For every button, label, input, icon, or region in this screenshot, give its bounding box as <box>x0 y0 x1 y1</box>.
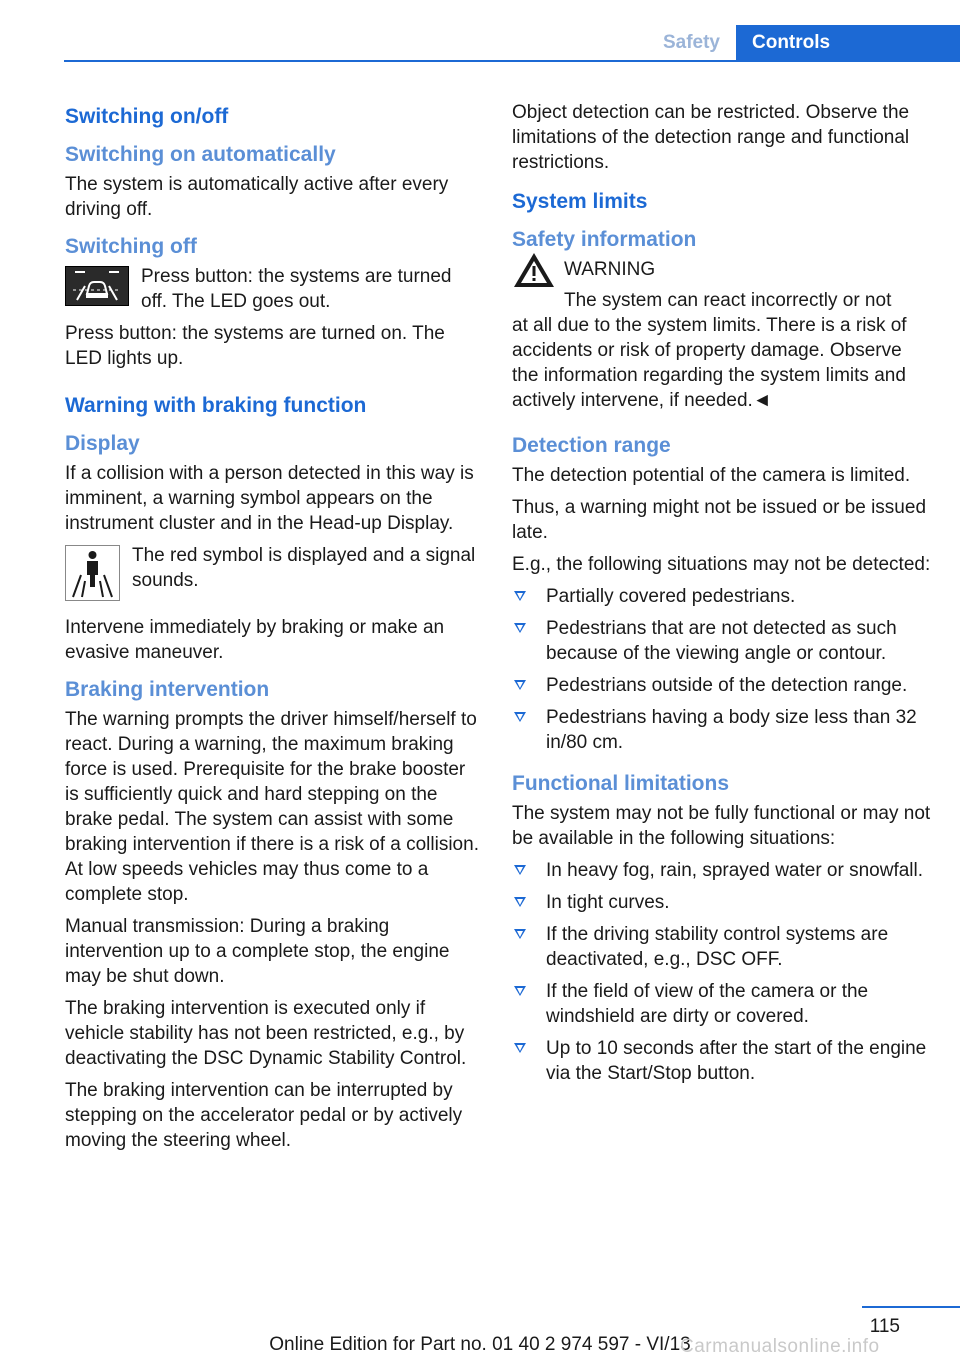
bullet-triangle-icon <box>514 623 526 633</box>
red-symbol-instruction <box>65 543 481 608</box>
heading-warning-braking: Warning with braking function <box>65 394 367 417</box>
tab-controls[interactable]: Controls <box>736 25 960 61</box>
watermark: Carmanualsonline.info <box>680 1336 880 1357</box>
footer-rule <box>862 1306 960 1308</box>
paragraph-detection-2: Thus, a warning might not be issued or be issued late. <box>512 497 927 543</box>
bullet-triangle-icon <box>514 865 526 875</box>
bullet-triangle-icon <box>514 897 526 907</box>
bullet-triangle-icon <box>514 712 526 722</box>
pedestrian-warning-icon <box>65 545 120 608</box>
switch-off-text: Press button: the systems are turned off. The LED goes out. <box>141 266 452 312</box>
warning-text-first-line: The system can react incorrectly or not <box>564 290 892 311</box>
paragraph-braking-4: The braking intervention can be interrupted by stepping on the accelerator pedal or by actively moving the steering wheel. <box>65 1080 463 1151</box>
list-item: If the driving stability control systems are deactivated, e.g., DSC OFF. <box>512 922 932 972</box>
list-item: Pedestrians outside of the detection range. <box>512 673 932 698</box>
page-number: 115 <box>869 1316 900 1337</box>
bullet-triangle-icon <box>514 591 526 601</box>
paragraph-braking-3: The braking intervention is executed only if vehicle stability has not been restricted, e.g., by deactivating the DSC Dynamic Stability Control. <box>65 998 467 1069</box>
heading-display: Display <box>65 432 140 455</box>
list-item: Pedestrians that are not detected as such because of the viewing angle or contour. <box>512 616 932 666</box>
red-symbol-text: The red symbol is displayed and a signal sounds. <box>132 545 476 591</box>
list-item: Up to 10 seconds after the start of the engine via the Start/Stop button. <box>512 1036 932 1086</box>
heading-braking-intervention: Braking intervention <box>65 678 270 701</box>
right-column <box>512 100 932 1093</box>
bullet-triangle-icon <box>514 986 526 996</box>
tab-safety[interactable]: Safety <box>662 32 720 53</box>
paragraph-display: If a collision with a person detected in this way is imminent, a warning symbol appears on the instrument cluster and in the Head-up Display. <box>65 463 474 534</box>
paragraph-functional: The system may not be fully functional or may not be available in the following situations: <box>512 803 931 849</box>
list-item: Partially covered pedestrians. <box>512 584 932 609</box>
warning-text-rest: at all due to the system limits. There is a risk of accidents or risk of property damage. Observe the information regarding the system limits and actively intervene, if needed.◄ <box>512 315 907 411</box>
driver-assist-button-icon <box>65 266 129 313</box>
paragraph-detection-1: The detection potential of the camera is limited. <box>512 465 911 486</box>
bullet-triangle-icon <box>514 929 526 939</box>
paragraph-on-automatically: The system is automatically active after every driving off. <box>65 174 449 220</box>
heading-switching-off: Switching off <box>65 235 197 258</box>
list-item: Pedestrians having a body size less than 32 in/80 cm. <box>512 705 932 755</box>
edition-footer: Online Edition for Part no. 01 40 2 974 597 - VI/13 <box>269 1334 691 1355</box>
list-item: If the field of view of the camera or the windshield are dirty or covered. <box>512 979 932 1029</box>
bullet-triangle-icon <box>514 1043 526 1053</box>
paragraph-switch-on: Press button: the systems are turned on. The LED lights up. <box>65 323 445 369</box>
warning-title: WARNING <box>564 259 656 280</box>
heading-switching-on-automatically: Switching on automatically <box>65 143 336 166</box>
functional-list <box>512 858 932 1086</box>
paragraph-object-detection: Object detection can be restricted. Observe the limitations of the detection range and functional restrictions. <box>512 102 910 173</box>
warning-block <box>512 257 932 413</box>
heading-functional-limitations: Functional limitations <box>512 772 730 795</box>
heading-system-limits: System limits <box>512 190 648 213</box>
heading-detection-range: Detection range <box>512 434 671 457</box>
bullet-triangle-icon <box>514 680 526 690</box>
paragraph-detection-3: E.g., the following situations may not be detected: <box>512 554 931 575</box>
list-item: In tight curves. <box>512 890 932 915</box>
list-item: In heavy fog, rain, sprayed water or snowfall. <box>512 858 932 883</box>
heading-safety-information: Safety information <box>512 228 697 251</box>
detection-list <box>512 584 932 755</box>
warning-triangle-icon <box>512 251 556 289</box>
left-column <box>65 100 481 1160</box>
paragraph-braking-2: Manual transmission: During a braking intervention up to a complete stop, the engine may be shut down. <box>65 916 450 987</box>
switch-off-instruction <box>65 264 481 314</box>
heading-switching: Switching on/off <box>65 105 229 128</box>
paragraph-intervene: Intervene immediately by braking or make an evasive maneuver. <box>65 617 445 663</box>
paragraph-braking-1: The warning prompts the driver himself/herself to react. During a warning, the maximum braking force is used. Prerequisite for the brake booster is sufficiently quick and hard stepping on the brake pedal. The system can assist with some braking intervention if there is a risk of a collision. At low speeds vehicles may thus come to a complete stop. <box>65 709 479 905</box>
